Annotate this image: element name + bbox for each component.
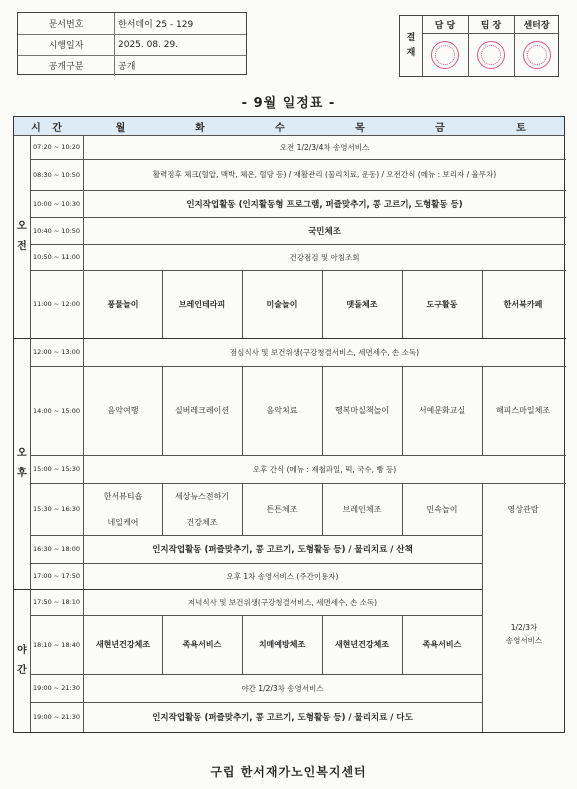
header-time: 시 간 [14, 117, 84, 136]
mon-1400-program: 음악여행 [84, 366, 163, 455]
sat-1400-program: 해피스마일체조 [495, 406, 551, 415]
wed-1810-program: 치매예방체조 [242, 615, 323, 674]
row-lunch: 점심식사 및 보건위생(구강청결서비스, 세면세수, 손 소독) [229, 347, 420, 357]
row-cognitive-activity: 인지작업활동 (인지활동형 프로그램, 퍼즐맞추기, 콩 고르기, 도형활동 등) [186, 199, 463, 210]
row-afternoon-snack: 오후 간식 (메뉴 : 제철과일, 떡, 국수, 빵 등) [252, 464, 397, 474]
time-slot: 11:00 ~ 12:00 [33, 300, 81, 308]
organization-name: 구립 한서재가노인복지센터 [210, 765, 367, 779]
time-slot: 15:00 ~ 15:30 [33, 465, 81, 473]
disclosure-value: 공개 [118, 62, 136, 72]
time-slot: 14:00 ~ 15:00 [33, 406, 81, 415]
sat-1100-program: 한서북카페 [503, 299, 543, 309]
fri-1530-program: 민속놀이 [402, 483, 483, 535]
sat-evening-line: 송영서비스 [505, 635, 543, 645]
row-night-cognitive: 인지작업활동 (퍼즐맞추기, 콩 고르기, 도형활동 등) / 물리치료 / 다도 [152, 713, 413, 723]
row-vitals-check: 활력징후 체크(혈압, 맥박, 체온, 혈당 등) / 재활관리 (물리치료, 운동) / 오전간식 (메뉴 : 보리자 / 율무차) [152, 170, 497, 179]
fri-1400-program: 서예문화교실 [402, 366, 483, 455]
approval-label-char: 재 [406, 48, 416, 58]
period-night [14, 589, 31, 732]
row-morning-transport: 오전 1/2/3/4차 송영서비스 [279, 142, 370, 152]
thu-1810-program: 새현년건강체조 [322, 615, 403, 674]
approval-label [400, 16, 423, 76]
mon-1810-program: 새현년건강체조 [84, 615, 163, 674]
disclosure-row [18, 55, 246, 76]
fri-1810-program: 족욕서비스 [422, 640, 462, 649]
thu-1100-program: 맷돌체조 [322, 270, 403, 338]
header-mon: 월 [83, 117, 163, 136]
sat-evening-line: 1/2/3차 [510, 622, 538, 632]
fri-1100-program: 도구활동 [402, 270, 483, 338]
period-char: 후 [17, 467, 27, 479]
schedule-table [13, 116, 565, 733]
time-slot: 18:10 ~ 18:40 [33, 640, 81, 649]
tue-1530-program [162, 483, 243, 535]
row-night-transport: 야간 1/2/3차 송영서비스 [241, 683, 324, 693]
time-slot: 10:40 ~ 10:50 [33, 226, 81, 235]
header-thu: 목 [322, 117, 403, 136]
header-wed: 수 [242, 117, 323, 136]
time-slot: 15:30 ~ 16:30 [33, 505, 81, 513]
tue-1810-program: 족욕서비스 [162, 615, 243, 674]
seal-stamp-icon [431, 41, 459, 69]
disclosure-label: 공개구분 [18, 55, 115, 76]
doc-number-label: 문서번호 [18, 13, 115, 34]
mon-1530-top: 한서뷰티숍 [103, 491, 143, 501]
time-slot: 07:20 ~ 10:20 [33, 143, 81, 151]
approval-label-char: 결 [406, 33, 416, 43]
sat-1530-program: 영상관람 [507, 504, 539, 514]
role-staff: 담 당 [422, 16, 469, 34]
issue-date-value: 2025. 08. 29. [118, 39, 179, 50]
period-afternoon [14, 338, 31, 590]
time-slot: 10:50 ~ 11:00 [33, 253, 81, 261]
approval-cell-staff [422, 33, 469, 77]
approval-cell-team-lead [468, 33, 515, 77]
sat-evening-transport [483, 535, 565, 732]
issue-date-label: 시행일자 [18, 34, 115, 55]
mon-1530-program [84, 483, 163, 535]
row-national-exercise: 국민체조 [308, 226, 341, 237]
period-char: 간 [17, 664, 27, 676]
wed-1400-program: 음악치료 [242, 366, 323, 455]
row-health-check: 건강점검 및 아침조회 [289, 252, 360, 262]
doc-number-value: 한서데이 25 - 129 [118, 20, 194, 30]
document-info-box [17, 12, 247, 75]
time-slot: 19:00 ~ 21:30 [33, 713, 81, 721]
row-afternoon-transport: 오후 1차 송영서비스 (주간이용자) [226, 571, 339, 581]
header-tue: 화 [162, 117, 243, 136]
role-director: 센터장 [514, 16, 559, 34]
period-morning [14, 135, 31, 339]
time-slot: 19:00 ~ 21:30 [33, 684, 81, 692]
role-team-lead: 팀 장 [468, 16, 515, 34]
time-slot: 17:00 ~ 17:50 [33, 572, 81, 580]
tue-1100-program: 브레인테라피 [162, 270, 243, 338]
time-slot: 08:30 ~ 10:50 [33, 170, 81, 179]
seal-stamp-icon [477, 41, 505, 69]
wed-1100-program: 미술놀이 [242, 270, 323, 338]
seal-stamp-icon [523, 41, 551, 69]
header-fri: 금 [402, 117, 483, 136]
approval-box [399, 15, 559, 77]
mon-1100-program: 풍물놀이 [84, 270, 163, 338]
time-slot: 10:00 ~ 10:30 [33, 199, 81, 208]
mon-1530-bottom: 네일케어 [107, 517, 139, 527]
row-dinner: 저녁식사 및 보건위생(구강청결서비스, 세면세수, 손 소독) [187, 597, 378, 607]
thu-1400-program: 행복마실책놀이 [322, 366, 403, 455]
page-title: - 9월 일정표 - [241, 96, 336, 111]
doc-number-row [18, 13, 246, 35]
tue-1400-program: 실버레크레이션 [162, 366, 243, 455]
time-slot: 12:00 ~ 13:00 [33, 348, 81, 356]
row-afternoon-cognitive: 인지작업활동 (퍼즐맞추기, 콩 고르기, 도형활동 등) / 물리치료 / 산책 [152, 545, 413, 555]
thu-1530-program: 브레인체조 [322, 483, 403, 535]
period-char: 오 [17, 447, 27, 459]
period-char: 야 [17, 644, 27, 656]
time-slot: 16:30 ~ 18:00 [33, 545, 81, 553]
period-char: 오 [17, 220, 27, 232]
issue-date-row [18, 34, 246, 56]
tue-1530-bottom: 건강체조 [186, 517, 218, 527]
wed-1530-program: 튼튼체조 [242, 483, 323, 535]
period-char: 전 [17, 240, 27, 252]
approval-cell-director [514, 33, 559, 77]
time-slot: 17:50 ~ 18:10 [33, 598, 81, 606]
tue-1530-top: 세상뉴스전하기 [174, 491, 230, 501]
header-sat: 토 [482, 117, 564, 136]
